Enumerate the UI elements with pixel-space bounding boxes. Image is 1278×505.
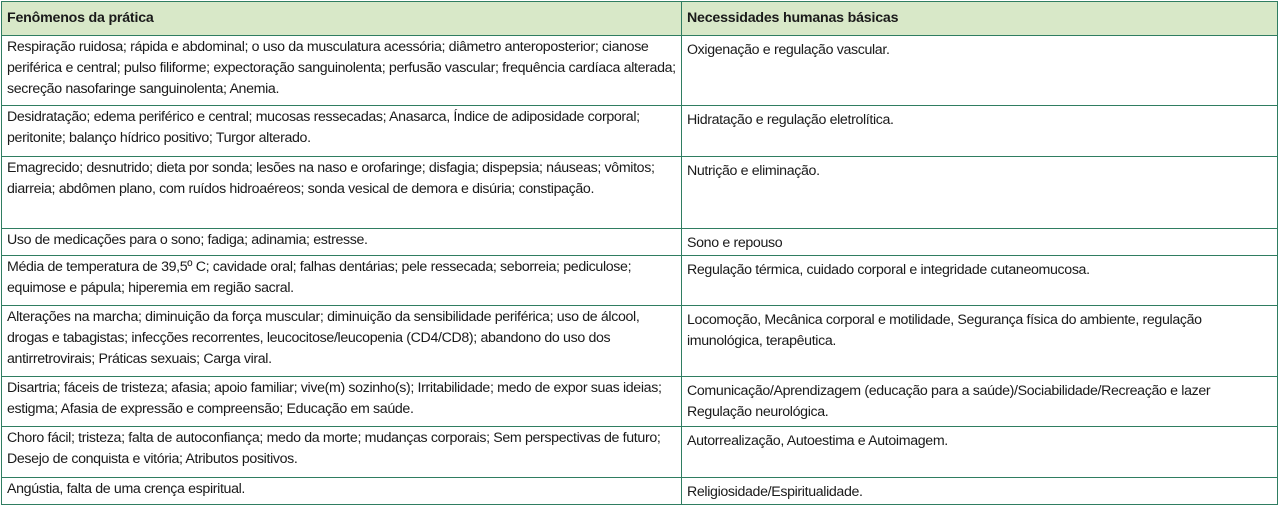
phenomena-cell: Angústia, falta de uma crença espiritual. [2, 478, 682, 505]
table-row [2, 377, 1278, 427]
phenomena-cell: Desidratação; edema periférico e central; mucosas ressecadas; Anasarca, Índice de adiposidade corporal; peritonite; balanço hídrico positivo; Turgor alterado. [2, 106, 682, 157]
table-row [2, 478, 1278, 505]
phenomena-cell: Alterações na marcha; diminuição da força muscular; diminuição da sensibilidade periférica; uso de álcool, drogas e tabagistas; infecções recorrentes, leucocitose/leucopenia (CD4/CD8); abandono do uso dos antirretrovirais; Práticas sexuais; Carga viral. [2, 306, 682, 377]
phenomena-cell: Disartria; fáceis de tristeza; afasia; apoio familiar; vive(m) sozinho(s); Irritabilidade; medo de expor suas ideias; estigma; Afasia de expressão e compreensão; Educação em saúde. [2, 377, 682, 427]
needs-cell: Locomoção, Mecânica corporal e motilidade, Segurança física do ambiente, regulação imunológica, terapêutica. [682, 306, 1278, 377]
phenomena-cell: Choro fácil; tristeza; falta de autoconfiança; medo da morte; mudanças corporais; Sem perspectivas de futuro; Desejo de conquista e vitória; Atributos positivos. [2, 427, 682, 478]
phenomena-cell: Respiração ruidosa; rápida e abdominal; o uso da musculatura acessória; diâmetro anteroposterior; cianose periférica e central; pulso filiforme; expectoração sanguinolenta; perfusão vascular; frequência cardíaca alterada; secreção nasofaringe sanguinolenta; Anemia. [2, 36, 682, 106]
phenomena-cell: Emagrecido; desnutrido; dieta por sonda; lesões na naso e orofaringe; disfagia; dispepsia; náuseas; vômitos; diarreia; abdômen plano, com ruídos hidroaéreos; sonda vesical de demora e disúria; constipação. [2, 157, 682, 229]
needs-cell: Hidratação e regulação eletrolítica. [682, 106, 1278, 157]
needs-cell: Sono e repouso [682, 229, 1278, 256]
needs-cell: Autorrealização, Autoestima e Autoimagem. [682, 427, 1278, 478]
needs-cell: Comunicação/Aprendizagem (educação para a saúde)/Sociabilidade/Recreação e lazer Regulação neurológica. [682, 377, 1278, 427]
table-row [2, 36, 1278, 106]
needs-cell: Oxigenação e regulação vascular. [682, 36, 1278, 106]
table-row [2, 306, 1278, 377]
needs-table [1, 1, 1278, 505]
table-header-row [2, 2, 1278, 36]
table-row [2, 229, 1278, 256]
table-row [2, 256, 1278, 306]
header-needs: Necessidades humanas básicas [682, 2, 1278, 36]
phenomena-cell: Uso de medicações para o sono; fadiga; adinamia; estresse. [2, 229, 682, 256]
needs-cell: Nutrição e eliminação. [682, 157, 1278, 229]
header-phenomena: Fenômenos da prática [2, 2, 682, 36]
needs-cell: Regulação térmica, cuidado corporal e integridade cutaneomucosa. [682, 256, 1278, 306]
needs-cell: Religiosidade/Espiritualidade. [682, 478, 1278, 505]
table-row [2, 106, 1278, 157]
table-row [2, 157, 1278, 229]
table-row [2, 427, 1278, 478]
phenomena-cell: Média de temperatura de 39,5º C; cavidade oral; falhas dentárias; pele ressecada; seborreia; pediculose; equimose e pápula; hiperemia em região sacral. [2, 256, 682, 306]
